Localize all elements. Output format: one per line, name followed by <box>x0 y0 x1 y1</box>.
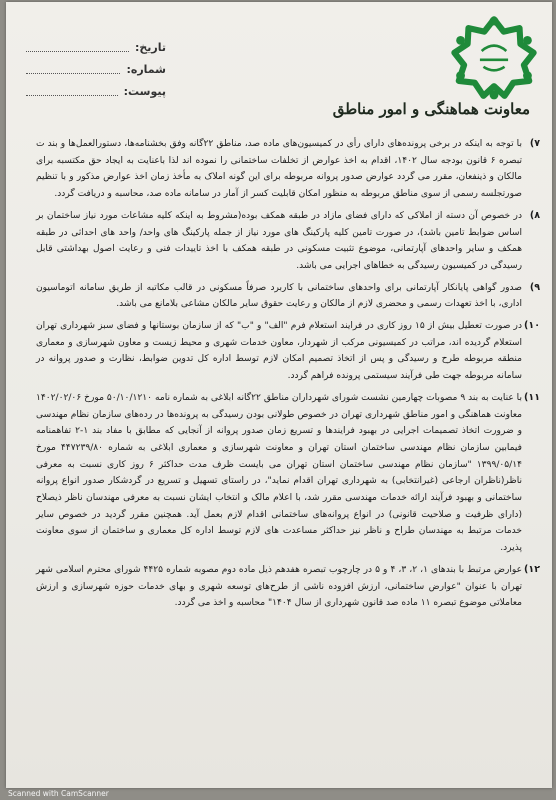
letterhead <box>6 2 552 120</box>
number-row <box>26 58 166 80</box>
date-field <box>26 43 129 52</box>
clause-number: ۹) <box>529 281 540 293</box>
attachment-row <box>26 80 166 102</box>
clause-text: صدور گواهی پایانکار آپارتمانی برای واحدهای ساختمانی با کاربرد صرفاً مسکونی در قالب مکاتبه از طریق سامانه اتوماسیون اداری، با اخذ تعهدات رسمی و محضری لازم از مالکان و رعایت حقوق سایر مالکان مشاعی بلامانع می باشد. <box>36 282 522 310</box>
letter-page <box>6 2 552 788</box>
attachment-label: پیوست: <box>123 84 166 98</box>
clause-number: ۱۱) <box>524 391 540 403</box>
date-row <box>26 36 166 58</box>
clause-text: در صورت تعطیل بیش از ۱۵ روز کاری در فرایند استعلام فرم "الف" و "ب" که از سازمان بوستانها و فضای سبز شهرداری تهران استعلام گردیده اند، مراتب در کمیسیونی مرکب از شهردار، معاون خدمات شهری و محیط زیست و معاون شهرسازی و معماری منطقه مربوطه طرح و رسیدگی و پس از اتخاذ تصمیم امکان لازم توسط اداره کل تدوین ضوابط، نظارت و صدور پروانه در سامانه مربوطه جهت طی فرآیند سیستمی پرونده فراهم گردد. <box>36 321 522 382</box>
clause-number: ۱۰) <box>524 320 540 332</box>
clause-7 <box>36 136 540 203</box>
clause-number: ۷) <box>529 138 540 149</box>
clause-9 <box>36 280 540 313</box>
clause-number: ۱۲) <box>524 563 540 575</box>
attachment-field <box>26 87 118 96</box>
number-field <box>26 65 120 74</box>
clause-number: ۸) <box>529 209 540 221</box>
date-label: تاریخ: <box>134 40 166 54</box>
clause-text: عوارض مرتبط با بندهای ۱، ۲، ۳، ۴ و ۵ در چارچوب تبصره هفدهم ذیل ماده دوم مصوبه شماره ۴۴۲۵ شورای محترم اسلامی شهر تهران با عنوان "عوارض ساختمانی، ارزش افزوده ناشی از طرح‌های توسعه شهری و بهای خدمات حوزه شهرسازی و ارزش معاملاتی موضوع تبصره ۱۱ ماده صد قانون شهرداری از سال ۱۴۰۴" محاسبه و اخذ می گردد. <box>36 564 523 609</box>
letter-body <box>36 136 540 617</box>
clause-text: با عنایت به بند ۹ مصوبات چهارمین نشست شورای شهرداران مناطق ۲۲گانه ابلاغی به شماره نامه ۵۰/۱۰/۱۲۱۰ مورخ ۱۴۰۲/۰۲/۰۶ معاونت هماهنگی و امور مناطق شهرداری تهران در خصوص طولانی بودن رسیدگی به پرونده‌ها در رده‌های سازمان نظام مهندسی و ضرورت اتخاذ تصمیمات اجرایی در بهبود فرایندها و تسریع زمان صدور پروانه از آنجایی که مطابق با مفاد بند ۱-۲ تفاهمنامه فیمابین سازمان نظام مهندسی ساختمان استان تهران و معاونت شهرسازی و معماری ابلاغی به شماره ۴۴۷۲۳۹/۸۰ مورخ ۱۳۹۹/۰۵/۱۴ "سازمان نظام مهندسی ساختمان استان تهران می بایست ظرف مدت حداکثر ۶ روز کاری نسبت به معرفی ناظر(ناظران ارجاعی (غیرانتخابی) به شهرداری تهران اقدام نماید"، در راستای تسهیل و تسریع در گردشکار صدور انواع پروانه ساختمانی و بهبود فرآیند ارائه خدمات مهندسی مقرر شد، با اعلام مالک و انتخاب ایشان نسبت به معرفی مهندسان ناظر ذیصلاح (دارای ظرفیت و صلاحیت قانونی) در انواع پروانه‌های ساختمانی اقدام لازم بعمل آید. همچنین مقرر گردید در خصوص سایر خدمات مرتبط به مهندسان طراح و ناظر نیز حداکثر مساعدت های لازم توسط اداره کل معماری و ساختمان از سوی معاونت پذیرد. <box>36 392 523 554</box>
clause-12 <box>36 562 540 612</box>
clause-11 <box>36 390 540 557</box>
scanner-watermark: Scanned with CamScanner <box>8 789 109 798</box>
letter-meta <box>26 36 166 102</box>
clause-10 <box>36 318 540 385</box>
number-label: شماره: <box>126 62 166 76</box>
clause-8 <box>36 208 540 275</box>
tehran-municipality-logo <box>450 14 538 102</box>
clause-text: در خصوص آن دسته از املاکی که دارای فضای مازاد در طبقه همکف بوده(مشروط به اینکه کلیه مشاعات مورد نیاز ساختمان بر اساس ضوابط تامین باشد)، در صورت تامین کلیه پارکینگ های مورد نیاز از جمله پارکینگ های واحد/ واحد های احداثی در طبقه همکف و سایر واحدهای آپارتمانی، موضوع تثبیت مسکونی در طبقه همکف با اخذ تاییدات فنی و رعایت اصول بهداشتی قابل رسیدگی در کمیسیون رسیدگی به خطاهای اجرایی می باشد. <box>36 210 522 271</box>
clause-text: با توجه به اینکه در برخی پرونده‌های دارای رأی در کمیسیون‌های ماده صد، مناطق ۲۲گانه وفق بخشنامه‌ها، دستورالعمل‌ها و بند ت تبصره ۶ قانون بودجه سال ۱۴۰۲، اقدام به اخذ عوارض از تخلفات ساختمانی را نموده اند لذا باعنایت به ایجاد حق مکتسبه برای مالکان و ذینفعان، مقرر می گردد عوارض صدور پروانه مربوطه برای این گونه املاک به مأخذ زمان اخذ عوارض مذکور و با تنظیم صورتجلسه رسمی از سوی مناطق مربوطه به منظور امکان قابلیت کسر از آمار در سامانه ماده صد، محاسبه و دریافت گردد. <box>36 139 522 200</box>
org-name: معاونت هماهنگی و امور مناطق <box>332 100 530 118</box>
